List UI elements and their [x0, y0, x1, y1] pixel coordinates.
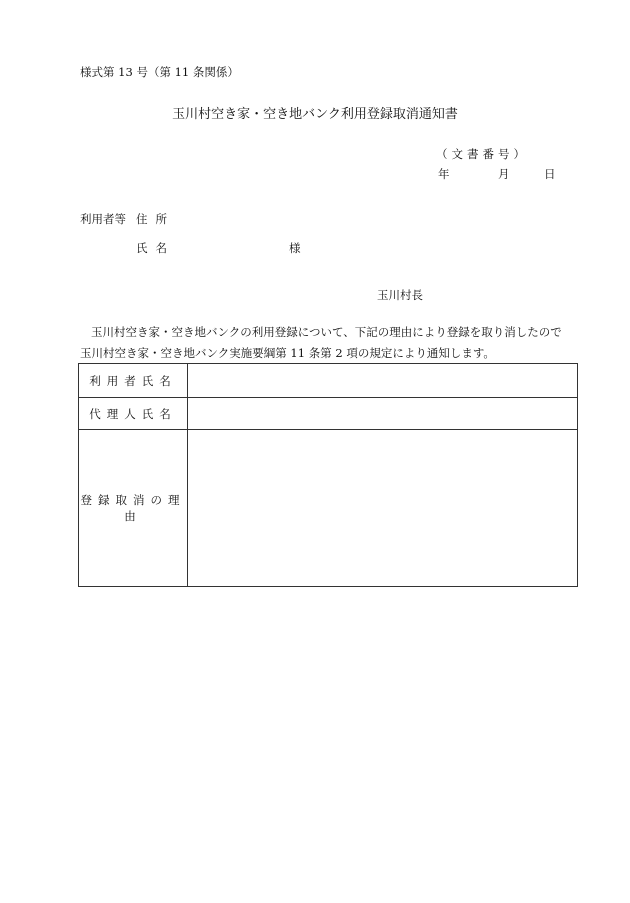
agent-name-field[interactable] [188, 398, 578, 430]
date-row [438, 166, 556, 182]
notice-body [80, 322, 580, 364]
cancellation-reason-field[interactable] [188, 430, 578, 587]
cancellation-reason-label: 登録取消の理由 [79, 430, 188, 587]
document-number: （文書番号） [436, 147, 529, 161]
user-name-label: 利用者氏名 [79, 364, 188, 398]
recipient-address-label: 住所 [136, 212, 175, 226]
document-title: 玉川村空き家・空き地バンク利用登録取消通知書 [172, 107, 458, 122]
notice-body-line-1: 玉川村空き家・空き地バンクの利用登録について、下記の理由により登録を取り消したので [91, 325, 562, 339]
table-row-user-name [79, 364, 578, 398]
recipient-honorific: 様 [289, 241, 301, 255]
agent-name-label: 代理人氏名 [79, 398, 188, 430]
date-month: 月 [498, 167, 510, 181]
table-row-agent-name [79, 398, 578, 430]
form-number: 様式第 13 号（第 11 条関係） [80, 65, 239, 79]
cancellation-info-table [78, 363, 578, 587]
date-day: 日 [544, 167, 556, 181]
recipient-user-label: 利用者等 [80, 212, 126, 226]
issuer-name: 玉川村長 [377, 288, 423, 302]
user-name-field[interactable] [188, 364, 578, 398]
recipient-name-label: 氏名 [136, 241, 175, 255]
table-row-cancellation-reason [79, 430, 578, 587]
notice-body-line-2: 玉川村空き家・空き地バンク実施要綱第 11 条第 2 項の規定により通知します。 [80, 346, 495, 360]
date-year: 年 [438, 167, 450, 181]
